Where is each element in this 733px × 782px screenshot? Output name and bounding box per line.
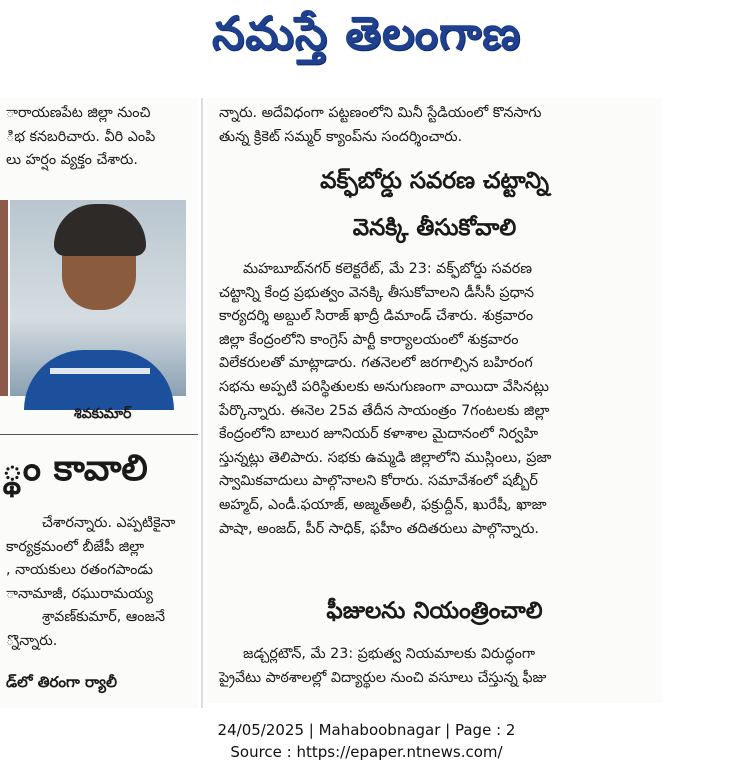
article1-headline-line1: వక్ఫ్‌బోర్డు సవరణ చట్టాన్ని: [320, 168, 549, 194]
photo-hair: [54, 204, 146, 256]
photo-shirt: [24, 350, 174, 410]
left-bottom-headline: డ్‌లో తిరంగా ర్యాలీ: [6, 673, 117, 691]
text-line: స్తున్నట్లు తెలిపారు. సభకు ఉమ్మడి జిల్లాలోని ముస్లింలు, ప్రజా: [219, 449, 552, 466]
article1-body: [219, 258, 551, 541]
text-line: ానామాజీ, రఘురామయ్య: [6, 585, 154, 602]
text-line: ప్రైవేటు పాఠశాలల్లో విద్యార్థుల నుంచి వసూలు చేస్తున్న ఫీజు: [219, 669, 547, 686]
text-line: పేర్కొన్నారు. ఈనెల 25వ తేదీన సాయంత్రం 7గంటలకు జిల్లా: [219, 402, 550, 419]
article2-headline: ఫీజులను నియంత్రించాలి: [326, 598, 543, 624]
text-line: విలేకరులతో మాట్లాడారు. గతనెలలో జరగాల్సిన బహిరంగ: [219, 355, 533, 372]
text-line: అహ్మద్, ఎండీ.ఫయాజ్, అజ్మత్‌అలీ, ఫక్రుద్దీన్, ఖురేషీ, ఖాజా: [219, 496, 547, 513]
text-line: పాషా, అంజద్, పీర్ సాధిక్, ఫహీం తదితరులు పాల్గొన్నారు.: [219, 520, 539, 537]
article2-body: [219, 643, 546, 690]
text-line: స్వామికవాదులు పాల్గొనాలని కోరారు. సమావేశంలో షబ్బీర్: [219, 473, 538, 490]
text-line: తున్న క్రికెట్ సమ్మర్ క్యాంప్‌ను సందర్శించారు.: [219, 128, 463, 145]
text-line: కార్యదర్శి అబ్దుల్ సిరాజ్ ఖాద్రీ డిమాండ్ చేశారు. శుక్రవారం: [219, 308, 534, 325]
text-line: లు హర్షం వ్యక్తం చేశారు.: [6, 152, 138, 169]
photo-shirt-stripe: [50, 368, 150, 374]
footer-source-line: Source : https://epaper.ntnews.com/: [230, 743, 503, 761]
text-line: శ్రావణ్‌కుమార్, ఆంజనే: [42, 609, 165, 626]
portrait-photo: [10, 200, 186, 396]
photo-caption: శివకుమార్: [74, 406, 132, 422]
text-line: కార్యక్రమంలో బీజేపీ జిల్లా: [6, 538, 145, 555]
masthead: [0, 0, 733, 80]
intro-text: [219, 102, 542, 149]
masthead-title: నమస్తే తెలంగాణ: [211, 6, 522, 60]
article1-headline-line2: వెనక్కి తీసుకోవాలి: [352, 215, 517, 241]
left-text-top: [6, 102, 155, 173]
adjacent-photo-edge: [0, 200, 8, 396]
text-line: జిల్లా కేంద్రంలోని కాంగ్రెస్ పార్టీ కార్యాలయంలో శుక్రవారం: [219, 331, 519, 348]
text-line: జడ్చర్లటౌన్, మే 23: ప్రభుత్వ నియమాలకు విరుద్ధంగా: [243, 646, 535, 662]
text-line: న్నారు. అదేవిధంగా పట్టణంలోని మినీ స్టేడియంలో కొనసాగు: [219, 105, 542, 121]
column-divider: [201, 98, 203, 708]
text-line: ిభ కనబరిచారు. వీరి ఎంపి: [6, 128, 156, 145]
text-line: కేంద్రంలోని బాలుర జూనియర్ కళాశాల మైదానంలో నిర్వహి: [219, 426, 539, 443]
footer-date-line: 24/05/2025 | Mahaboobnagar | Page : 2: [217, 721, 516, 739]
left-headline: ్థం కావాలి: [2, 448, 148, 489]
text-line: చట్టాన్ని కేంద్ర ప్రభుత్వం వెనక్కి తీసుకోవాలని డీసీసీ ప్రధాన: [219, 284, 535, 301]
text-line: చేశారన్నారు. ఎప్పటికైనా: [42, 515, 176, 531]
left-text-bottom: [6, 512, 175, 654]
text-line: మహబూబ్‌నగర్ కలెక్టరేట్, మే 23: వక్ఫ్‌బోర్డు సవరణ: [243, 261, 533, 277]
text-line: , నాయకులు రతంగపాండు: [6, 562, 153, 579]
text-line: ారాయణపేట జిల్లా నుంచి: [6, 105, 151, 121]
right-column-clip: [207, 98, 662, 703]
text-line: ్నొన్నారు.: [6, 632, 58, 649]
left-column-clip: [0, 98, 198, 708]
divider: [0, 434, 198, 435]
text-line: సభను అప్పటి పరిస్థితులకు అనుగుణంగా వాయిదా వేసినట్లు: [219, 378, 549, 395]
